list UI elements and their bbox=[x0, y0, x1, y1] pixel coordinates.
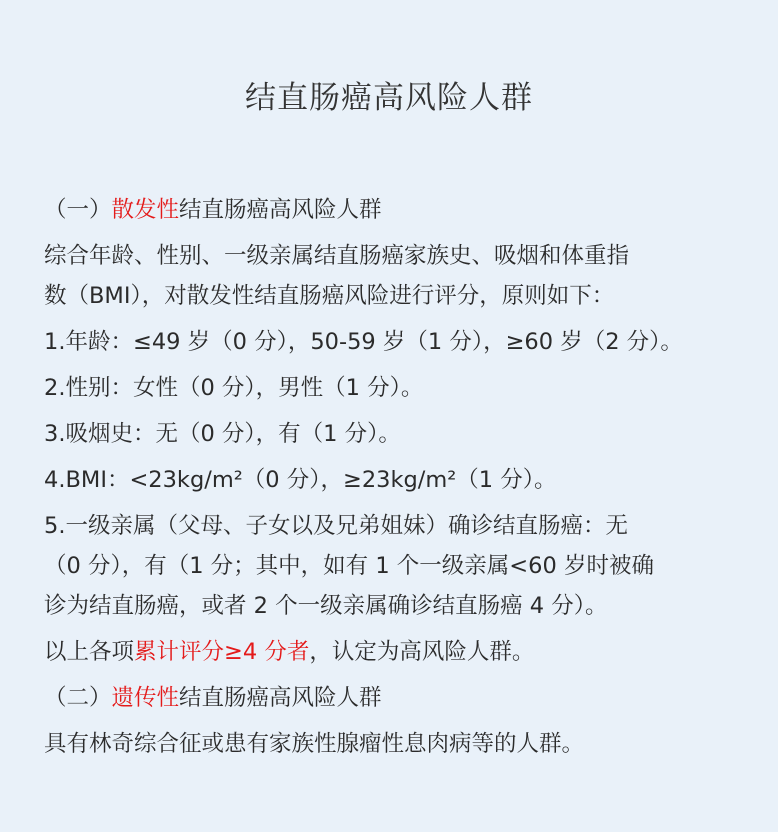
criterion-bmi: 4.BMI：<23kg/m²（0 分），≥23kg/m²（1 分）。 bbox=[44, 467, 557, 493]
highlight-sporadic: 散发性 bbox=[111, 197, 180, 223]
criterion-family-history-line-3: 诊为结直肠癌，或者 2 个一级亲属确诊结直肠癌 4 分）。 bbox=[44, 593, 608, 619]
criterion-age: 1.年龄：≤49 岁（0 分），50-59 岁（1 分），≥60 岁（2 分）。 bbox=[44, 329, 683, 355]
highlight-hereditary: 遗传性 bbox=[111, 685, 180, 711]
intro-line-1: 综合年龄、性别、一级亲属结直肠癌家族史、吸烟和体重指 bbox=[44, 243, 630, 269]
conclusion-highlight: 累计评分≥4 分者 bbox=[134, 639, 310, 665]
section-heading-text: 结直肠癌高风险人群 bbox=[179, 685, 382, 711]
section-heading-hereditary bbox=[44, 678, 734, 718]
section-heading-text: 结直肠癌高风险人群 bbox=[179, 197, 382, 223]
page-title: 结直肠癌高风险人群 bbox=[245, 80, 533, 116]
section-prefix: （二） bbox=[44, 685, 112, 711]
intro-line-2: 数（BMI），对散发性结直肠癌风险进行评分，原则如下： bbox=[44, 283, 615, 309]
conclusion-after: ，认定为高风险人群。 bbox=[309, 639, 535, 665]
hereditary-description: 具有林奇综合征或患有家族性腺瘤性息肉病等的人群。 bbox=[44, 731, 585, 757]
document-body bbox=[44, 190, 734, 764]
conclusion bbox=[44, 632, 734, 672]
criterion-family-history-line-2: （0 分），有（1 分；其中，如有 1 个一级亲属<60 岁时被确 bbox=[44, 553, 654, 579]
section-heading-sporadic bbox=[44, 190, 734, 230]
criterion-sex: 2.性别：女性（0 分），男性（1 分）。 bbox=[44, 375, 424, 401]
criterion-family-history-line-1: 5.一级亲属（父母、子女以及兄弟姐妹）确诊结直肠癌：无 bbox=[44, 513, 628, 539]
conclusion-before: 以上各项 bbox=[44, 639, 135, 665]
criterion-smoking: 3.吸烟史：无（0 分），有（1 分）。 bbox=[44, 421, 401, 447]
section-prefix: （一） bbox=[44, 197, 112, 223]
